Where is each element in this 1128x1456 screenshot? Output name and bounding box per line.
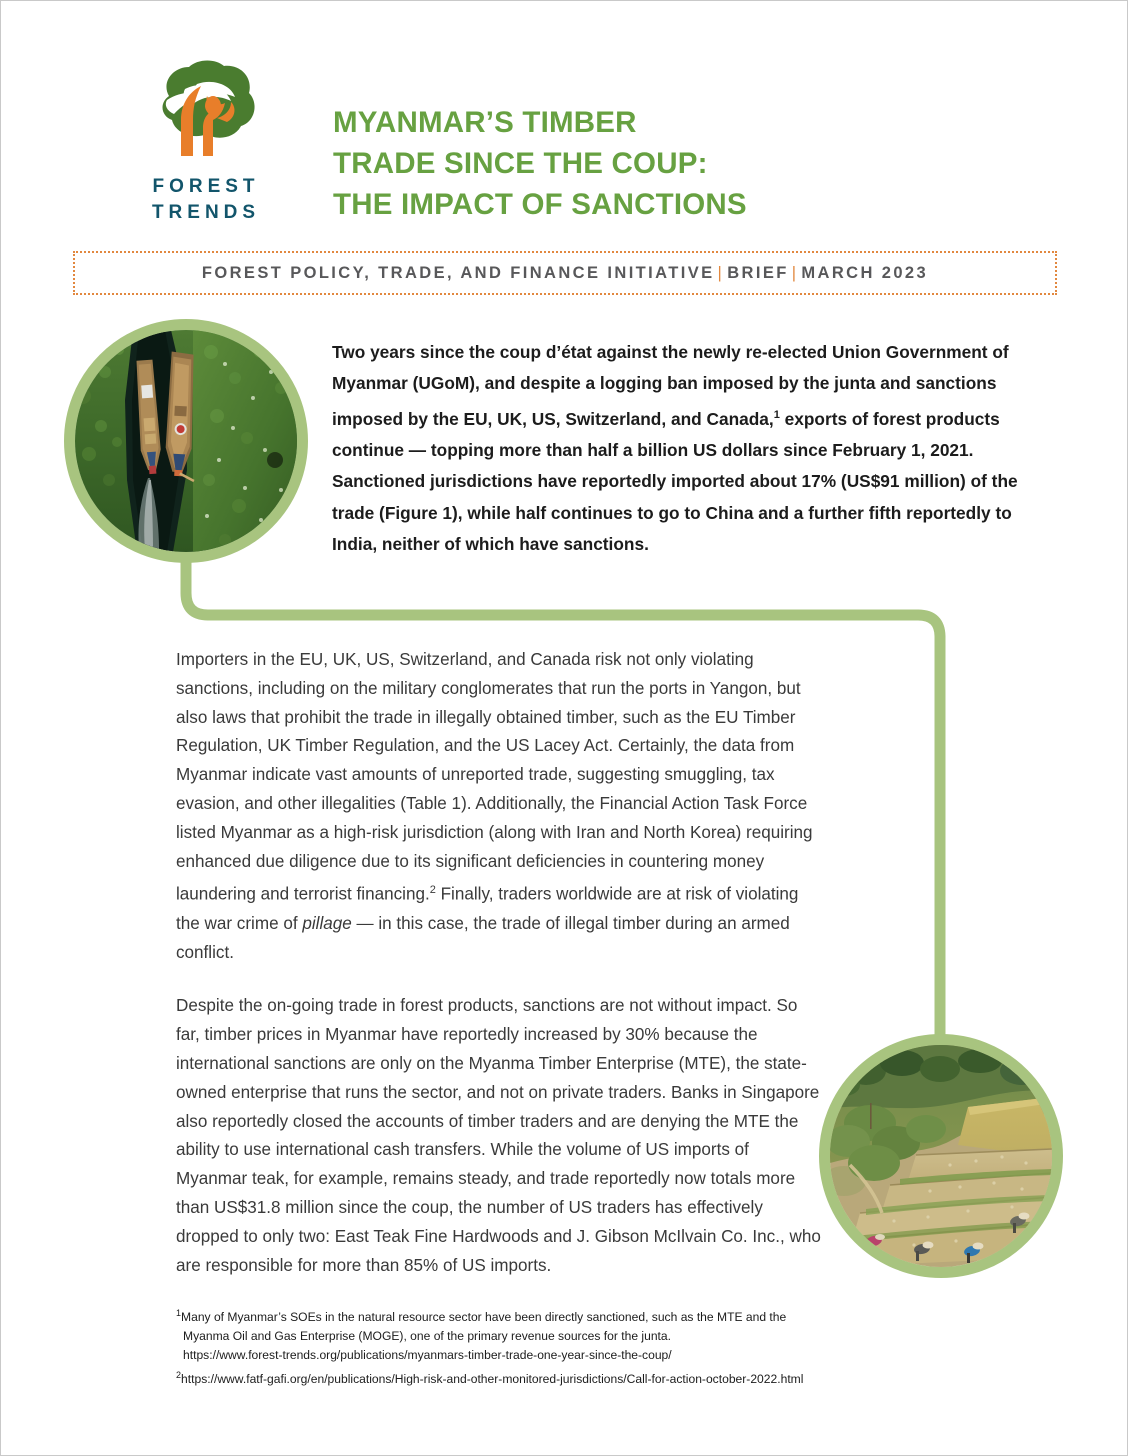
footnote-1-url[interactable]: https://www.forest-trends.org/publications/myanmars-timber-trade-one-year-since-the-coup/ — [183, 1348, 672, 1363]
footnote-2-marker: 2 — [176, 1369, 182, 1380]
banner-separator-2: | — [791, 263, 799, 282]
intro-footnote-ref: 1 — [773, 408, 780, 421]
footnote-1-line-1 — [176, 1304, 896, 1327]
footnote-1-text: Many of Myanmar’s SOEs in the natural resource sector have been directly sanctioned, such as the MTE and the — [181, 1310, 787, 1325]
logo-wordmark-line2: TRENDS — [151, 202, 261, 223]
forest-trends-logo — [131, 56, 281, 221]
body-paragraph-2: Despite the on-going trade in forest products, sanctions are not without impact. So far, timber prices in Myanmar have reportedly increased by 30% because the international sanctions are only on the Myanma Timber Enterprise (MTE), the state-owned enterprise that runs the sector, and not on private traders. Banks in Singapore also reportedly closed the accounts of timber traders and are denying the MTE the ability to use international cash transfers. While the volume of US imports of Myanmar teak, for example, remains steady, and trade reportedly now totals more than US$31.8 million since the coup, the number of US traders has effectively dropped to only two: East Teak Fine Hardwoods and J. Gibson McIlvain Co. Inc., who are responsible for more than 85% of US imports. — [176, 996, 821, 1275]
page-title — [333, 102, 1033, 225]
body-p1-footnote-ref: 2 — [429, 884, 436, 897]
terraced-fields-photo-graphic — [830, 1045, 1052, 1267]
page-title-line1: MYANMAR’S TIMBER — [333, 106, 637, 139]
aerial-boats-photo — [64, 319, 308, 563]
page-title-line2: TRADE SINCE THE COUP: — [333, 147, 708, 180]
initiative-banner-text — [202, 264, 928, 283]
logo-wordmark — [131, 174, 281, 226]
banner-separator-1: | — [717, 263, 725, 282]
body-p1-italic-pillage: pillage — [302, 913, 352, 933]
body-content — [176, 646, 821, 1280]
terraced-fields-photo — [819, 1034, 1063, 1278]
footnote-2-line-1 — [176, 1366, 896, 1389]
doc-type: BRIEF — [727, 263, 789, 282]
body-p1-a: Importers in the EU, UK, US, Switzerland, and Canada risk not only violating sanctions, including on the military conglomerates that run the ports in Yangon, but also laws that prohibit the trade in illegally obtained timber, such as the EU Timber Regulation, UK Timber Regulation, and the US Lacey Act. Certainly, the data from Myanmar indicate vast amounts of unreported trade, suggesting smuggling, tax evasion, and other illegalities (Table 1). Additionally, the Financial Action Task Force listed Myanmar as a high-risk jurisdiction (along with Iran and North Korea) requiring enhanced due diligence due to its significant deficiencies in countering money laundering and terrorist financing. — [176, 650, 813, 905]
logo-wordmark-line1: FOREST — [152, 176, 260, 197]
intro-paragraph — [332, 337, 1022, 561]
footnote-1-marker: 1 — [176, 1308, 182, 1318]
footnotes-block — [176, 1304, 896, 1389]
initiative-banner — [73, 251, 1057, 295]
initiative-name: FOREST POLICY, TRADE, AND FINANCE INITIATIVE — [201, 263, 715, 282]
intro-text-b: exports of forest products continue — topping more than half a billion US dollars since February 1, 2021. Sanctioned jurisdictions have reportedly imported about 17% (US$91 million) of the trade (Figure 1), while half continues to go to China and a further fifth reportedly to India, neither of which have sanctions. — [332, 408, 1018, 555]
intro-text-a: Two years since the coup d’état against the newly re-elected Union Government of Myanmar (UGoM), and despite a logging ban imposed by the junta and sanctions imposed by the EU, UK, US, Switzerland, and Canada, — [332, 342, 1009, 429]
footnote-2-url[interactable]: https://www.fatf-gafi.org/en/publications/High-risk-and-other-monitored-jurisdictions/Call-for-action-october-2022.html — [181, 1371, 804, 1386]
body-paragraph-1 — [176, 646, 821, 967]
page-title-line3: THE IMPACT OF SANCTIONS — [333, 188, 747, 221]
document-header — [1, 1, 1128, 241]
footnote-1-line-2: Myanma Oil and Gas Enterprise (MOGE), one of the primary revenue sources for the junta. — [183, 1329, 671, 1344]
aerial-boats-photo-graphic — [75, 330, 297, 552]
tree-logo-icon — [139, 56, 269, 168]
body-p1-b: Finally, traders worldwide are at risk of violating the war crime of — [176, 885, 799, 933]
body-p1-c: — in this case, the trade of illegal timber during an armed conflict. — [176, 913, 790, 962]
publication-date: MARCH 2023 — [801, 263, 929, 282]
